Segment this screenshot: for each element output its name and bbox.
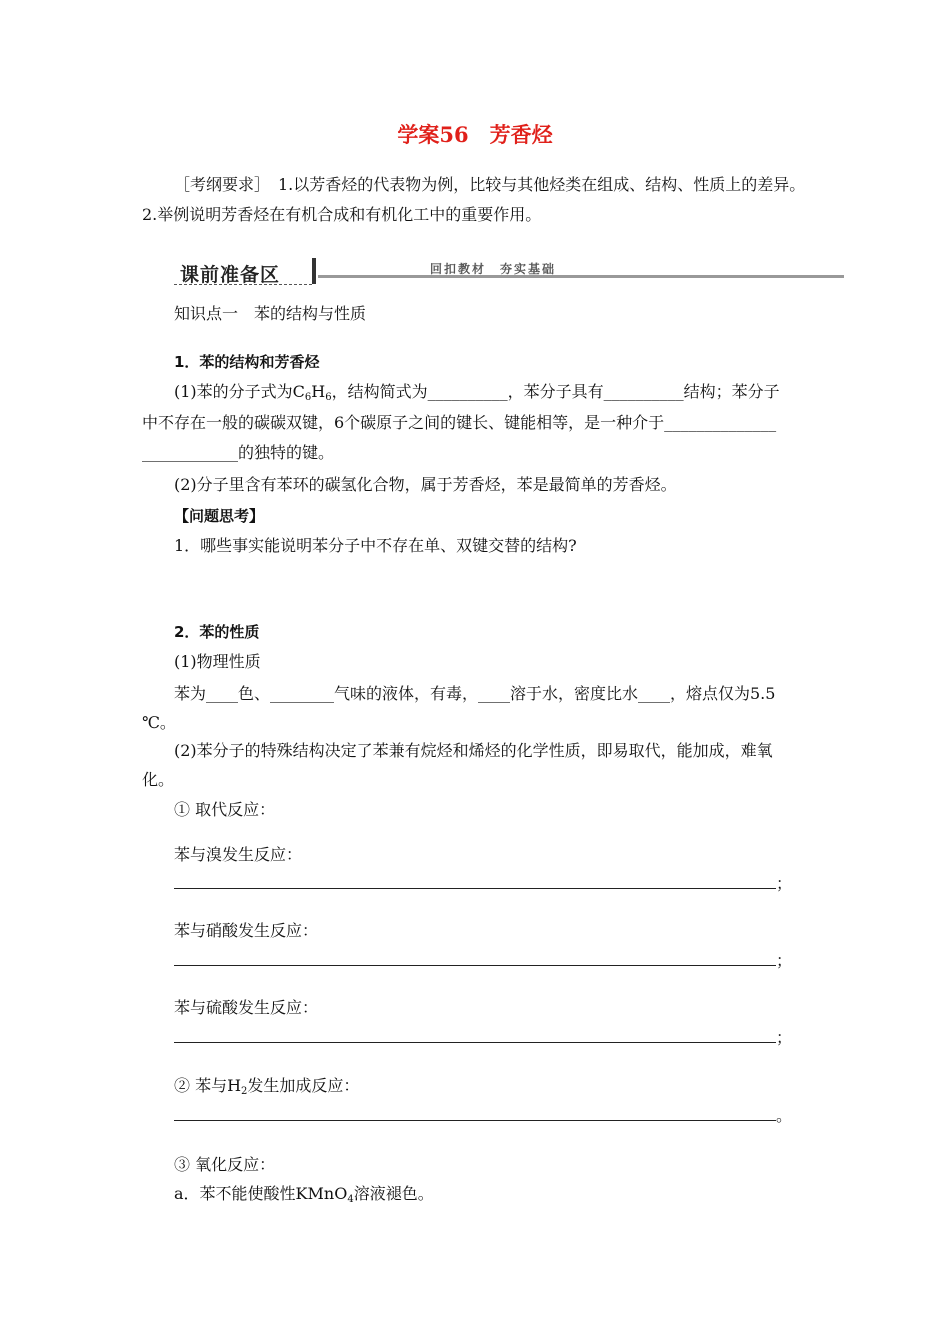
section-banner xyxy=(174,256,312,285)
oxidation-text-b: 溶液褪色。 xyxy=(353,1184,434,1203)
chemical-properties-line2: 化。 xyxy=(142,770,175,789)
substitution-heading: ① 取代反应： xyxy=(174,800,276,819)
paragraph-1-line1 xyxy=(174,382,780,402)
nitric-answer-line[interactable] xyxy=(174,965,776,966)
hydrogen-sub: 2 xyxy=(241,1086,248,1097)
benzene-formula xyxy=(293,382,332,401)
nitric-semicolon: ； xyxy=(776,951,793,970)
section-1-heading: 1．苯的结构和芳香烃 xyxy=(174,353,320,371)
kmno4-symbol: KMnO xyxy=(295,1184,348,1203)
oxidation-text-a: a．苯不能使酸性 xyxy=(174,1184,296,1203)
nitric-reaction-label: 苯与硝酸发生反应： xyxy=(174,921,319,940)
oxidation-heading: ③ 氧化反应： xyxy=(174,1155,276,1174)
section-2-heading: 2．苯的性质 xyxy=(174,623,260,641)
addition-answer-line[interactable] xyxy=(174,1120,776,1121)
sulfuric-semicolon: ； xyxy=(776,1028,793,1047)
bromine-answer-line[interactable] xyxy=(174,888,776,889)
section-banner-title: 课前准备区 xyxy=(180,264,281,286)
sulfuric-reaction-label: 苯与硫酸发生反应： xyxy=(174,998,319,1017)
paragraph-1-text-b: ，结构简式为__________，苯分子具有__________结构；苯分子 xyxy=(331,382,780,401)
question-heading: 【问题思考】 xyxy=(174,507,265,525)
chemical-properties-line1: (2)苯分子的特殊结构决定了苯兼有烷烃和烯烃的化学性质，即易取代，能加成，难氧 xyxy=(174,741,773,760)
section-banner-divider xyxy=(312,258,316,284)
formula-h: H xyxy=(311,382,326,401)
formula-c-sub: 6 xyxy=(304,392,312,403)
physical-properties-line1: 苯为____色、________气味的液体，有毒，____溶于水，密度比水____，熔点仅为5.5 xyxy=(174,684,776,703)
paragraph-1-line3: ____________的独特的键。 xyxy=(142,443,335,462)
question-1: 1．哪些事实能说明苯分子中不存在单、双键交替的结构? xyxy=(174,536,577,555)
oxidation-item-a xyxy=(174,1184,434,1204)
physical-properties-heading: (1)物理性质 xyxy=(174,652,261,671)
physical-properties-line2: ℃。 xyxy=(142,713,176,732)
kmno4-sub: 4 xyxy=(347,1194,354,1205)
sulfuric-answer-line[interactable] xyxy=(174,1042,776,1043)
addition-text-a: ② 苯与 xyxy=(174,1076,228,1095)
document-title: 学案56 芳香烃 xyxy=(397,122,553,147)
addition-period: 。 xyxy=(776,1106,793,1125)
addition-reaction-label xyxy=(174,1076,359,1096)
section-banner-rule xyxy=(318,275,844,278)
paragraph-1-text-a: (1)苯的分子式为 xyxy=(174,382,293,401)
paragraph-2: (2)分子里含有苯环的碳氢化合物，属于芳香烃，苯是最简单的芳香烃。 xyxy=(174,475,677,494)
section-banner-subtitle: 回扣教材 夯实基础 xyxy=(430,262,557,276)
hydrogen-symbol: H xyxy=(227,1076,242,1095)
syllabus-requirements-line1: ［考纲要求］ 1.以芳香烃的代表物为例，比较与其他烃类在组成、结构、性质上的差异。 xyxy=(174,175,806,194)
paragraph-1-line2: 中不存在一般的碳碳双键，6个碳原子之间的键长、键能相等，是一种介于______________ xyxy=(142,413,777,432)
knowledge-point-heading: 知识点一 苯的结构与性质 xyxy=(174,304,367,323)
bromine-semicolon: ； xyxy=(776,874,793,893)
formula-h-sub: 6 xyxy=(325,392,332,403)
syllabus-requirements-line2: 2.举例说明芳香烃在有机合成和有机化工中的重要作用。 xyxy=(142,205,542,224)
bromine-reaction-label: 苯与溴发生反应： xyxy=(174,845,303,864)
formula-c: C xyxy=(292,382,305,401)
addition-text-b: 发生加成反应： xyxy=(247,1076,360,1095)
